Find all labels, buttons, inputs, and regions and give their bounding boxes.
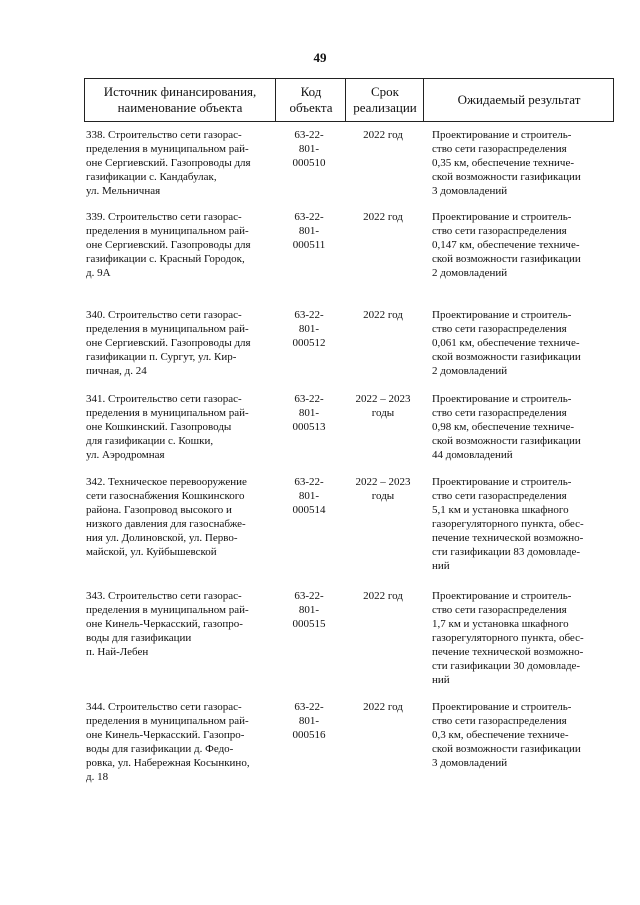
objects-table: [84, 78, 614, 783]
object-result: Проектирование и строитель- ство сети газораспределения 0,061 км, обеспечение техниче- ской возможности газификации 2 домовладений: [432, 309, 581, 377]
object-result: Проектирование и строитель- ство сети газораспределения 0,35 км, обеспечение техниче- ской возможности газификации 3 домовладений: [432, 129, 581, 197]
object-result: Проектирование и строитель- ство сети газораспределения 1,7 км и установка шкафного газорегуляторного пункта, обес- печение технической возможно- сти газификации 30 домовладе- ний: [432, 590, 584, 686]
object-result: Проектирование и строитель- ство сети газораспределения 5,1 км и установка шкафного газорегуляторного пункта, обес- печение технической возможно- сти газификации 83 домовладе- ний: [432, 476, 584, 572]
object-name: 344. Строительство сети газорас- пределения в муниципальном рай- оне Кинель-Черкасский. Газопро- воды для газификации д. Федо- ровка, ул. Набережная Косынкино, д. 18: [86, 701, 250, 783]
object-term: 2022 – 2023 годы: [355, 476, 411, 502]
table-header: [84, 78, 614, 122]
object-term: 2022 год: [363, 701, 403, 713]
object-name: 343. Строительство сети газорас- пределения в муниципальном рай- оне Кинель-Черкасский, газопро- воды для газификации п. Най-Лебен: [86, 590, 249, 658]
object-name: 342. Техническое перевооружение сети газоснабжения Кошкинского района. Газопровод высокого и низкого давления для газоснабже- ния ул. Долиновской, ул. Перво- майской, ул. Куйбышевской: [86, 476, 247, 558]
object-name: 341. Строительство сети газорас- пределения в муниципальном рай- оне Кошкинский. Газопроводы для газификации с. Кошки, ул. Аэродромная: [86, 393, 249, 461]
object-term: 2022 год: [363, 129, 403, 141]
object-code: 63-22- 801- 000516: [292, 701, 326, 741]
object-result: Проектирование и строитель- ство сети газораспределения 0,98 км, обеспечение техниче- ской возможности газификации 44 домовладений: [432, 393, 581, 461]
object-name: 339. Строительство сети газорас- пределения в муниципальном рай- оне Сергиевский. Газопроводы для газификации с. Красный Городок, д. 9А: [86, 211, 251, 279]
object-term: 2022 год: [363, 309, 403, 321]
object-result: Проектирование и строитель- ство сети газораспределения 0,3 км, обеспечение техниче- ской возможности газификации 3 домовладений: [432, 701, 581, 769]
object-code: 63-22- 801- 000515: [292, 590, 326, 630]
header-term: Срок реализации: [345, 79, 424, 121]
object-name: 338. Строительство сети газорас- пределения в муниципальном рай- оне Сергиевский. Газопроводы для газификации с. Кандабулак, ул. Мельничная: [86, 129, 251, 197]
object-term: 2022 год: [363, 211, 403, 223]
object-name: 340. Строительство сети газорас- пределения в муниципальном рай- оне Сергиевский. Газопроводы для газификации п. Сургут, ул. Кир- пичная, д. 24: [86, 309, 251, 377]
object-code: 63-22- 801- 000513: [292, 393, 326, 433]
page-number: 49: [313, 50, 327, 65]
object-term: 2022 год: [363, 590, 403, 602]
object-code: 63-22- 801- 000514: [292, 476, 326, 516]
header-code: Код объекта: [275, 79, 346, 121]
object-code: 63-22- 801- 000512: [292, 309, 326, 349]
object-result: Проектирование и строитель- ство сети газораспределения 0,147 км, обеспечение техниче- ской возможности газификации 2 домовладений: [432, 211, 581, 279]
object-code: 63-22- 801- 000510: [292, 129, 326, 169]
header-result: Ожидаемый результат: [423, 79, 614, 121]
header-source: Источник финансирования, наименование объекта: [103, 84, 257, 115]
object-code: 63-22- 801- 000511: [292, 211, 326, 251]
object-term: 2022 – 2023 годы: [355, 393, 411, 419]
